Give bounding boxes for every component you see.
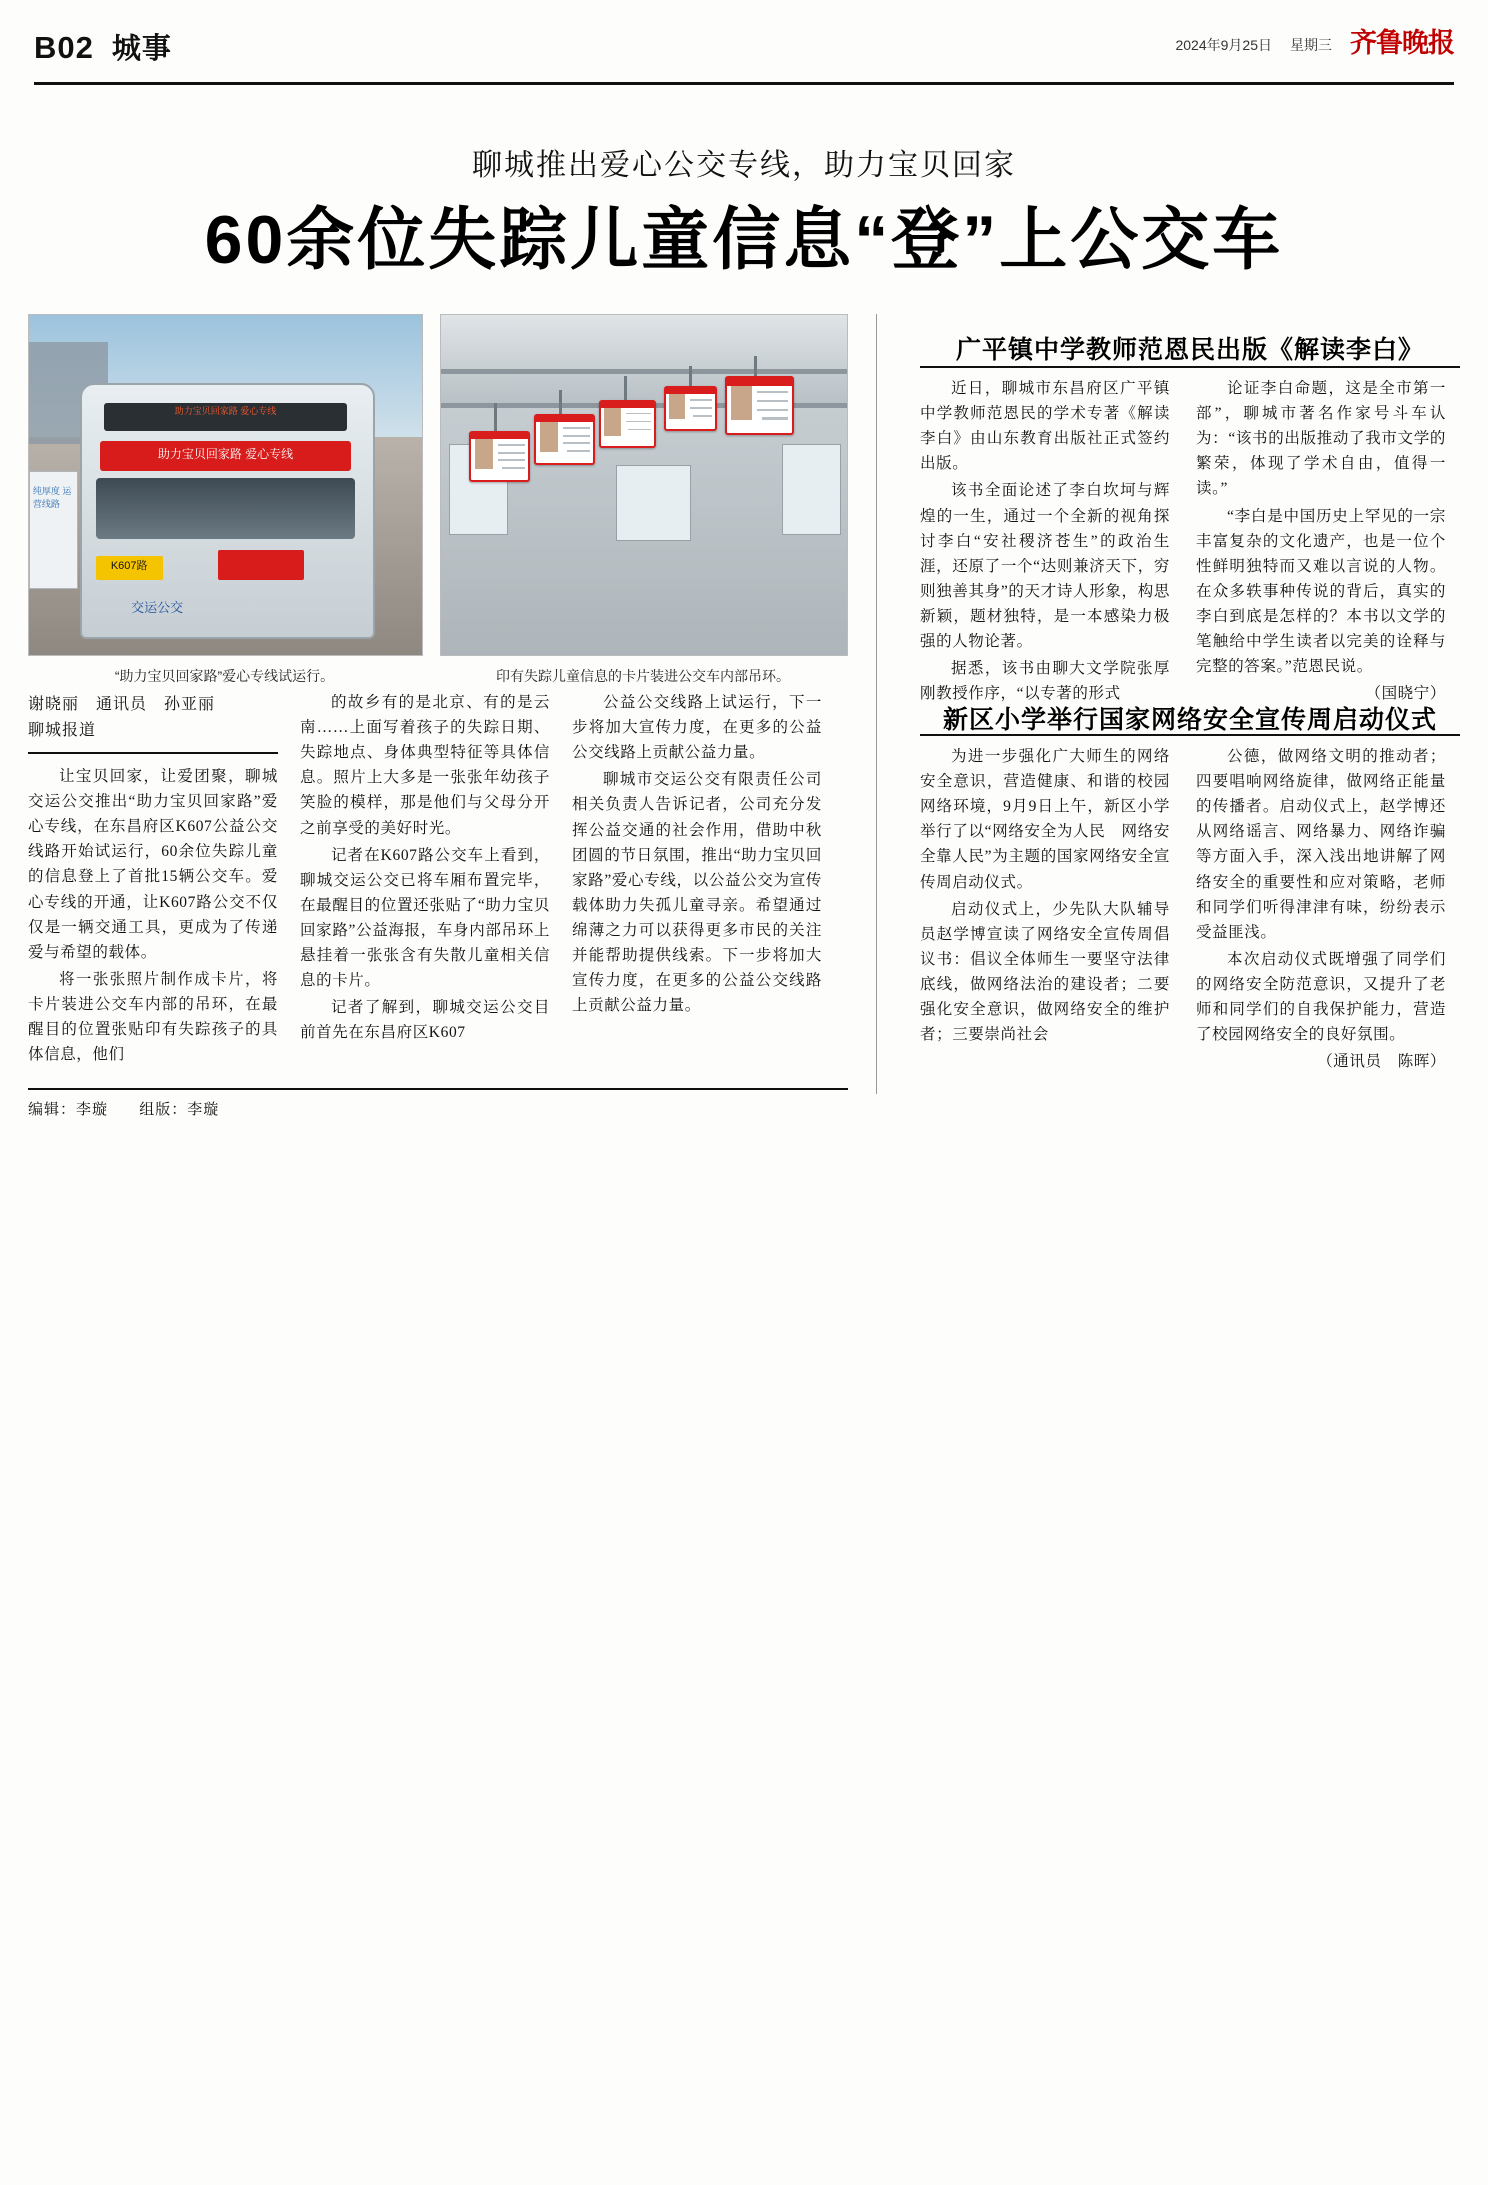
card-line (628, 429, 651, 431)
card-line (563, 427, 590, 429)
lead-column-1 (28, 764, 278, 1069)
card-header (536, 416, 593, 423)
card-line (563, 442, 590, 444)
paragraph: 让宝贝回家，让爱团聚，聊城交运公交推出“助力宝贝回家路”爱心专线，在东昌府区K607公益公交线路开始试运行，60余位失踪儿童的信息登上了首批15辆公交车。爱心专线的开通，让K607路公交不仅仅是一辆交通工具，更成为了传递爱与希望的载体。 (28, 768, 278, 961)
card-line (498, 452, 525, 454)
card-header (727, 378, 792, 386)
masthead-divider (34, 82, 1454, 85)
card-line (626, 413, 651, 415)
card-line (567, 450, 590, 452)
paragraph: 为进一步强化广大师生的网络安全意识，营造健康、和谐的校园网络环境，9月9日上午，新区小学举行了以“网络安全为人民 网络安全靠人民”为主题的国家网络安全宣传周启动仪式。 (920, 748, 1170, 891)
paragraph: 论证李白命题，这是全市第一部”，聊城市著名作家号斗车认为：“该书的出版推动了我市文学的繁荣，体现了学术自由，值得一读。” (1196, 380, 1446, 498)
issue-date: 2024年9月25日 (1175, 36, 1272, 53)
card-header (471, 433, 528, 440)
interior-rail-top (441, 369, 847, 374)
paragraph: 该书全面论述了李白坎坷与辉煌的一生，通过一个全新的视角探讨李白“安社稷济苍生”的政治生涯，还原了一个“达则兼济天下，穷则独善其身”的天才诗人形象，构思新颖，题材独特，是一本感染力极强的人物论著。 (920, 482, 1170, 651)
card-line (757, 409, 788, 411)
interior-window-right (782, 444, 841, 534)
card-line (690, 399, 712, 401)
masthead-right (1175, 30, 1454, 59)
byline-divider (28, 752, 278, 754)
paragraph: 近日，聊城市东昌府区广平镇中学教师范恩民的学术专著《解读李白》由山东教育出版社正式签约出版。 (920, 380, 1170, 473)
photo-bus-interior (440, 314, 848, 656)
card-photo (475, 439, 493, 469)
story-three-divider (920, 734, 1460, 736)
missing-child-card (534, 414, 595, 466)
card-line (563, 435, 590, 437)
byline (28, 692, 278, 743)
issue-weekday: 星期三 (1290, 36, 1332, 53)
lead-headline: 60余位失踪儿童信息“登”上公交车 (204, 202, 1284, 278)
footer-divider (28, 1088, 848, 1090)
photo-windshield (96, 478, 355, 539)
missing-child-card (469, 431, 530, 483)
lead-column-2 (300, 690, 550, 1048)
paragraph: 公益公交线路上试运行，下一步将加大宣传力度，在更多的公益公交线路上贡献公益力量。 (572, 694, 822, 762)
hanging-strap (494, 403, 497, 434)
card-line (757, 400, 788, 402)
footer-layout: 组版：李璇 (139, 1101, 220, 1118)
photo-caption-2: 印有失踪儿童信息的卡片装进公交车内部吊环。 (496, 668, 790, 684)
photo-front-poster (218, 550, 304, 581)
card-line (690, 407, 712, 409)
card-line (498, 459, 525, 461)
photo-caption-1: “助力宝贝回家路”爱心专线试运行。 (114, 668, 335, 684)
paper-logo: 齐鲁晚报 (1350, 28, 1454, 58)
missing-child-card (664, 386, 717, 431)
paragraph: 将一张张照片制作成卡片，将卡片装进公交车内部的吊环，在最醒目的位置张贴印有失踪孩子的具体信息，他们 (28, 970, 278, 1064)
card-line (757, 391, 788, 393)
photo-led-sign (104, 403, 348, 430)
lead-subheadline: 聊城推出爱心公交专线，助力宝贝回家 (472, 149, 1016, 182)
card-line (498, 444, 525, 446)
photo-bus-logo: 交运公交 (131, 600, 184, 616)
photo-led-text: 助力宝贝回家路 爱心专线 (174, 406, 277, 417)
card-line (693, 415, 712, 417)
card-line (762, 417, 788, 419)
paragraph: 本次启动仪式既增强了同学们的网络安全防范意识，又提升了老师和同学们的自我保护能力，营造了校园网络安全的良好氛围。 (1196, 950, 1446, 1044)
paragraph: 记者了解到，聊城交运公交目前首先在东昌府区K607 (300, 999, 550, 1042)
paragraph: 聊城市交运公交有限责任公司相关负责人告诉记者，公司充分发挥公益交通的社会作用，借助中秋团圆的节日氛围，推出“助力宝贝回家路”爱心专线，以公益公交为宣传载体助力失孤儿童寻亲。希望通过绵薄之力可以获得更多市民的关注并能帮助提供线索。下一步将加大宣传力度，在更多的公益公交线路上贡献公益力量。 (572, 771, 822, 1015)
column-divider (876, 314, 877, 1094)
card-photo (669, 394, 685, 419)
lead-column-3 (572, 690, 822, 1020)
card-photo (604, 408, 621, 435)
photo-red-banner: 助力宝贝回家路 爱心专线 (100, 441, 352, 472)
paragraph: 公德，做网络文明的推动者；四要唱响网络旋律，做网络正能量的传播者。启动仪式上，赵学博还从网络谣言、网络暴力、网络诈骗等方面入手，深入浅出地讲解了网络安全的重要性和应对策略，老师和同学们听得津津有味，纷纷表示受益匪浅。 (1196, 748, 1446, 941)
photo-bus-exterior (28, 314, 423, 656)
missing-child-card (725, 376, 794, 434)
masthead-left (34, 26, 172, 67)
story-two-signature: （国晓宁） (1365, 685, 1446, 703)
story-two-title: 广平镇中学教师范恩民出版《解读李白》 (955, 337, 1424, 364)
interior-window-center (616, 465, 691, 542)
byline-authors: 谢晓丽 通讯员 孙亚丽 (28, 696, 216, 713)
paragraph: “李白是中国历史上罕见的一宗丰富复杂的文化遗产，也是一位个性鲜明独特而又难以言说的人物。在众多轶事种传说的背后，真实的李白到底是怎样的？本书以文学的笔触给中学生读者以完美的诠释与完整的答案。”范恩民说。 (1196, 507, 1446, 676)
section-name: 城事 (111, 33, 172, 65)
paragraph: 的故乡有的是北京、有的是云南……上面写着孩子的失踪日期、失踪地点、身体典型特征等具体信息。照片上大多是一张张年幼孩子笑脸的模样，那是他们与父母分开之前享受的美好时光。 (300, 694, 550, 837)
photo-route-plate: K607路 (96, 556, 163, 580)
paragraph: 启动仪式上，少先队大队辅导员赵学博宣读了网络安全宣传周倡议书：倡议全体师生一要坚守法律底线，做网络法治的建设者；二要强化安全意识，做网络安全的维护者；三要崇尚社会 (920, 900, 1170, 1044)
story-two-divider (920, 366, 1460, 368)
story-three-column-1 (920, 744, 1170, 1049)
paragraph: 据悉，该书由聊大文学院张厚刚教授作序，“以专著的形式 (920, 660, 1170, 703)
hanging-strap (559, 390, 562, 417)
story-two-column-1 (920, 376, 1170, 708)
story-three-signature: （通讯员 陈晖） (1317, 1053, 1446, 1071)
photo-side-text: 纯厚度 运营线路 (32, 486, 72, 509)
footer-editor: 编辑：李璇 (28, 1101, 109, 1118)
missing-child-card (599, 400, 656, 448)
page-number: B02 (34, 30, 94, 65)
card-line (626, 421, 651, 423)
story-three-column-2 (1196, 744, 1446, 1076)
page-footer (28, 1098, 245, 1119)
card-photo (540, 422, 558, 452)
masthead (34, 26, 1454, 78)
paragraph: 记者在K607路公交车上看到，聊城交运公交已将车厢布置完毕，在最醒目的位置还张贴了“助力宝贝回家路”公益海报，车身内部吊环上悬挂着一张张含有失散儿童相关信息的卡片。 (300, 846, 550, 990)
card-line (502, 467, 525, 469)
byline-location: 聊城报道 (28, 721, 97, 739)
story-three-title: 新区小学举行国家网络安全宣传周启动仪式 (942, 707, 1437, 734)
story-two-column-2 (1196, 376, 1446, 708)
card-photo (731, 386, 752, 420)
